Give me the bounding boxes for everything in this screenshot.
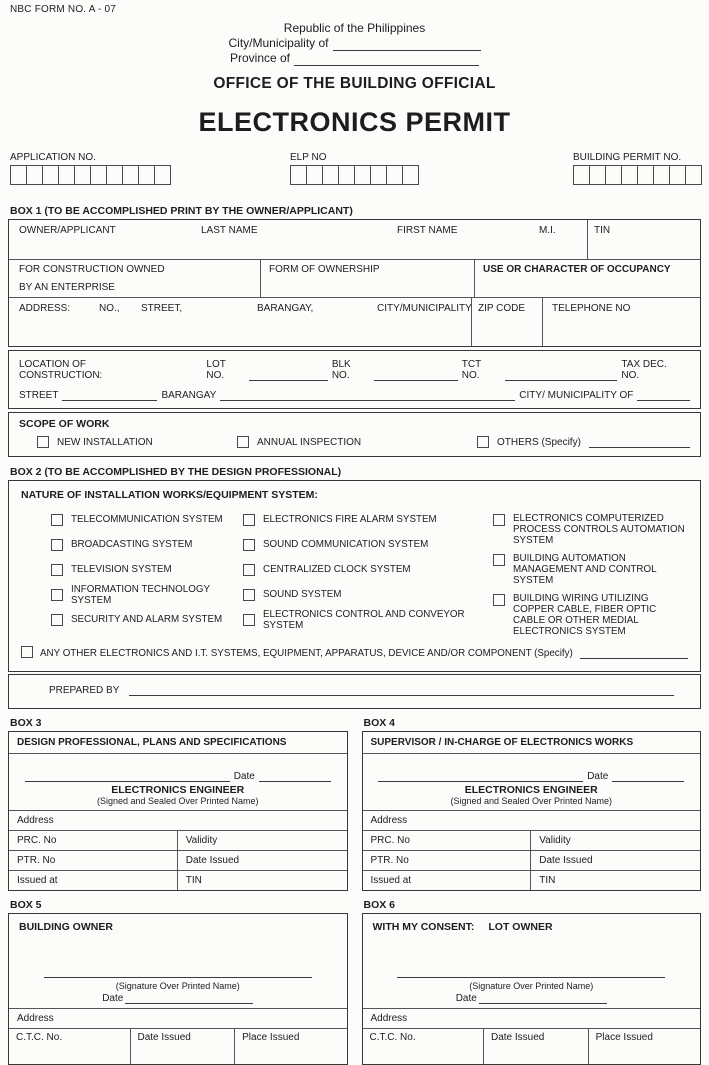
construction-owned-label-2: BY AN ENTERPRISE [19, 282, 115, 293]
box1-address-row[interactable] [9, 298, 700, 346]
box3-box4-row [8, 715, 701, 891]
checkbox-label: TELECOMMUNICATION SYSTEM [71, 514, 223, 525]
box2-heading: BOX 2 (TO BE ACCOMPLISHED BY THE DESIGN PROFESSIONAL) [10, 466, 342, 478]
checkbox-icon[interactable] [493, 514, 505, 526]
nature-column-3 [493, 513, 688, 644]
checkbox-icon[interactable] [243, 514, 255, 526]
address-street-label: STREET, [141, 303, 183, 314]
checkbox-icon[interactable] [21, 646, 33, 658]
last-name-label: LAST NAME [201, 225, 258, 236]
checkbox-label: ANY OTHER ELECTRONICS AND I.T. SYSTEMS, EQUIPMENT, APPARATUS, DEVICE AND/OR COMPONENT (Specify) [40, 648, 573, 659]
street-label: STREET [19, 390, 59, 401]
elp-no-cell[interactable] [338, 165, 355, 185]
box6-place-issued-cell[interactable] [589, 1029, 700, 1064]
blk-no-label: BLK NO. [331, 359, 351, 381]
checkbox-label: SOUND COMMUNICATION SYSTEM [263, 539, 429, 550]
checkbox-label: BROADCASTING SYSTEM [71, 539, 193, 550]
box3-column [8, 715, 348, 891]
city-municipality-of-label: CITY/ MUNICIPALITY OF [519, 390, 634, 401]
permit-numbers-row [0, 152, 709, 196]
checkbox-building-automation-management[interactable] [493, 553, 688, 586]
box4-issued-at-cell[interactable] [363, 871, 532, 890]
box6-ctc-label: C.T.C. No. [369, 1032, 416, 1043]
box6-signature-note: (Signature Over Printed Name) [469, 981, 594, 991]
nature-heading: NATURE OF INSTALLATION WORKS/EQUIPMENT SYSTEM: [21, 489, 318, 501]
form-number: NBC FORM NO. A - 07 [10, 4, 117, 15]
box5-signature-area [9, 966, 347, 1008]
elp-no-cell[interactable] [354, 165, 371, 185]
box6-label: BOX 6 [363, 899, 396, 911]
box3-prc-cell[interactable] [9, 831, 178, 850]
elp-no-cells [290, 165, 418, 185]
box4-signature-area [363, 754, 701, 810]
box6-date-issued-cell[interactable] [484, 1029, 589, 1064]
checkbox-label: ELECTRONICS CONTROL AND CONVEYOR SYSTEM [263, 608, 465, 631]
box3-tin-cell[interactable] [178, 871, 347, 890]
box6-address-label: Address [370, 1013, 408, 1024]
box3-date-issued-label: Date Issued [185, 855, 240, 866]
checkbox-icon[interactable] [237, 436, 249, 448]
box5-title: BUILDING OWNER [19, 921, 113, 933]
elp-no-cell[interactable] [370, 165, 387, 185]
construction-owned-label-1: FOR CONSTRUCTION OWNED [19, 264, 165, 275]
use-occupancy-label: USE OR CHARACTER OF OCCUPANCY [483, 264, 671, 275]
box4-validity-cell[interactable] [531, 831, 700, 850]
scope-of-work-box [8, 412, 701, 457]
box4-tin-label: TIN [539, 875, 556, 886]
tct-no-input[interactable] [505, 369, 618, 381]
application-no-cell[interactable] [58, 165, 75, 185]
box4-signature-input[interactable] [378, 770, 583, 782]
box4-date-label: Date [587, 771, 609, 782]
checkbox-any-other-electronics-it-systems[interactable] [21, 646, 688, 659]
application-no-cell[interactable] [138, 165, 155, 185]
box1-heading: BOX 1 (TO BE ACCOMPLISHED PRINT BY THE OWNER/APPLICANT) [10, 205, 353, 217]
box6-place-issued-label: Place Issued [595, 1032, 653, 1043]
building-permit-no-cell[interactable] [573, 165, 590, 185]
elp-no-cell[interactable] [306, 165, 323, 185]
box3-tin-label: TIN [185, 875, 202, 886]
box1-ownership-row [9, 260, 700, 298]
elp-no-cell[interactable] [322, 165, 339, 185]
box4-prc-label: PRC. No [370, 835, 410, 846]
box5-date-label: Date [102, 993, 124, 1004]
box3-prc-label: PRC. No [17, 835, 57, 846]
checkbox-icon[interactable] [477, 436, 489, 448]
box3-ptr-cell[interactable] [9, 851, 178, 870]
application-no-cell[interactable] [10, 165, 27, 185]
scope-option-label: ANNUAL INSPECTION [257, 436, 362, 448]
box4-title: SUPERVISOR / IN-CHARGE OF ELECTRONICS WORKS [363, 732, 701, 754]
box3-title: DESIGN PROFESSIONAL, PLANS AND SPECIFICATIONS [9, 732, 347, 754]
scope-of-work-heading: SCOPE OF WORK [19, 418, 110, 430]
application-no-group [10, 152, 170, 185]
location-of-construction-box [8, 350, 701, 409]
box6-date-input[interactable] [479, 992, 607, 1004]
checkbox-sound-communication-system[interactable] [243, 538, 493, 551]
elp-no-cell[interactable] [386, 165, 403, 185]
checkbox-electronics-control-conveyor-system[interactable] [243, 608, 493, 631]
box6-date-label: Date [455, 993, 477, 1004]
checkbox-label: BUILDING AUTOMATION MANAGEMENT AND CONTROL SYSTEM [513, 553, 657, 586]
prepared-by-input[interactable] [129, 684, 674, 696]
box6-address-cell[interactable] [363, 1008, 701, 1028]
checkbox-icon[interactable] [243, 589, 255, 601]
nature-column-2 [243, 513, 493, 644]
building-permit-no-cell[interactable] [605, 165, 622, 185]
page-title: ELECTRONICS PERMIT [198, 107, 511, 137]
box5-signature-note: (Signature Over Printed Name) [115, 981, 240, 991]
box6-signature-input[interactable] [397, 966, 665, 978]
location-heading: LOCATION OF CONSTRUCTION: [19, 359, 103, 381]
checkbox-electronics-fire-alarm-system[interactable] [243, 513, 493, 526]
address-label: ADDRESS: [19, 303, 71, 314]
nature-column-1 [51, 513, 243, 644]
checkbox-label: SECURITY AND ALARM SYSTEM [71, 614, 223, 625]
box5-column [8, 897, 348, 1065]
checkbox-label: INFORMATION TECHNOLOGY SYSTEM [71, 583, 210, 606]
checkbox-icon[interactable] [243, 539, 255, 551]
address-barangay-label: BARANGAY, [257, 303, 314, 314]
box1-name-row[interactable] [9, 220, 700, 260]
scope-option-label: NEW INSTALLATION [57, 436, 153, 448]
republic-line: Republic of the Philippines [283, 21, 426, 35]
form-of-ownership-label: FORM OF OWNERSHIP [269, 264, 380, 275]
city-municipality-label: City/Municipality of [228, 36, 329, 50]
checkbox-label: TELEVISION SYSTEM [71, 564, 172, 575]
checkbox-broadcasting-system[interactable] [51, 538, 243, 551]
application-no-cells [10, 165, 170, 185]
application-no-cell[interactable] [122, 165, 139, 185]
box3-address-cell[interactable] [9, 810, 347, 830]
prepared-by-box [8, 674, 701, 709]
building-permit-no-cell[interactable] [669, 165, 686, 185]
box6-ctc-cell[interactable] [363, 1029, 485, 1064]
checkbox-building-wiring-copper-fiber[interactable] [493, 593, 688, 637]
checkbox-label: BUILDING WIRING UTILIZING COPPER CABLE, FIBER OPTIC CABLE OR OTHER MEDIAL ELECTRONICS SYSTEM [513, 593, 657, 637]
box5-date-issued-label: Date Issued [137, 1032, 191, 1043]
box3-signature-input[interactable] [25, 770, 230, 782]
scope-option-annual-inspection[interactable] [237, 436, 477, 448]
box4-issued-at-label: Issued at [370, 875, 412, 886]
box3-validity-label: Validity [185, 835, 218, 846]
address-no-label: NO., [99, 303, 120, 314]
box5-table [8, 913, 348, 1065]
box4-date-issued-label: Date Issued [539, 855, 593, 866]
box4-ptr-label: PTR. No [370, 855, 409, 866]
building-permit-no-cell[interactable] [637, 165, 654, 185]
checkbox-label: ELECTRONICS COMPUTERIZED PROCESS CONTROLS AUTOMATION SYSTEM [513, 513, 685, 546]
tin-cell[interactable] [587, 220, 700, 259]
checkbox-icon[interactable] [493, 594, 505, 606]
office-title: OFFICE OF THE BUILDING OFFICIAL [213, 75, 496, 92]
box4-tin-cell[interactable] [531, 871, 700, 890]
province-input[interactable] [294, 54, 479, 66]
elp-no-cell[interactable] [402, 165, 419, 185]
building-permit-no-label: BUILDING PERMIT NO. [573, 152, 682, 163]
box3-signature-area [9, 754, 347, 810]
box6-consent-label: WITH MY CONSENT: [372, 921, 475, 933]
box5-date-issued-cell[interactable] [131, 1029, 236, 1064]
box5-address-cell[interactable] [9, 1008, 347, 1028]
box4-validity-label: Validity [539, 835, 571, 846]
lot-no-label: LOT NO. [206, 359, 226, 381]
scope-option-others[interactable] [477, 436, 690, 448]
checkbox-electronics-computerized-process[interactable] [493, 513, 688, 546]
barangay-input[interactable] [220, 389, 515, 401]
application-no-cell[interactable] [74, 165, 91, 185]
box3-issued-at-cell[interactable] [9, 871, 178, 890]
any-other-specify-input[interactable] [580, 647, 688, 659]
scope-option-label: OTHERS (Specify) [497, 436, 581, 448]
box6-title: LOT OWNER [488, 921, 553, 933]
box4-date-input[interactable] [612, 770, 684, 782]
building-permit-no-cell[interactable] [589, 165, 606, 185]
box3-label: BOX 3 [10, 717, 42, 729]
box3-ptr-label: PTR. No [17, 855, 56, 866]
box5-address-label: Address [17, 1013, 54, 1024]
city-municipality-input[interactable] [333, 39, 481, 51]
box6-date-issued-label: Date Issued [491, 1032, 545, 1043]
checkbox-centralized-clock-system[interactable] [243, 563, 493, 576]
checkbox-icon[interactable] [51, 514, 63, 526]
box3-signed-note: (Signed and Sealed Over Printed Name) [96, 796, 259, 806]
box4-signed-note: (Signed and Sealed Over Printed Name) [450, 796, 613, 806]
elp-no-cell[interactable] [290, 165, 307, 185]
checkbox-information-technology-system[interactable] [51, 583, 243, 606]
tax-dec-no-label: TAX DEC. NO. [621, 359, 667, 381]
construction-owned-cell[interactable] [9, 260, 261, 297]
address-city-label: CITY/MUNICIPALITY [377, 303, 472, 314]
checkbox-icon[interactable] [37, 436, 49, 448]
checkbox-label: CENTRALIZED CLOCK SYSTEM [263, 564, 411, 575]
prepared-by-label: PREPARED BY [49, 685, 120, 696]
box5-box6-row [8, 897, 701, 1065]
checkbox-icon[interactable] [51, 564, 63, 576]
tct-no-label: TCT NO. [461, 359, 481, 381]
use-occupancy-cell[interactable] [475, 260, 700, 297]
street-input[interactable] [62, 389, 157, 401]
zip-code-label: ZIP CODE [478, 303, 526, 314]
box4-column [362, 715, 702, 891]
lot-no-input[interactable] [249, 369, 327, 381]
box3-validity-cell[interactable] [178, 831, 347, 850]
box3-issued-at-label: Issued at [17, 875, 58, 886]
checkbox-icon[interactable] [493, 554, 505, 566]
box3-date-input[interactable] [259, 770, 331, 782]
building-permit-no-cell[interactable] [621, 165, 638, 185]
box4-table [362, 731, 702, 891]
box1-table [8, 219, 701, 347]
scope-option-new-installation[interactable] [37, 436, 237, 448]
box6-column [362, 897, 702, 1065]
application-no-cell[interactable] [90, 165, 107, 185]
city-municipality-of-input[interactable] [637, 389, 690, 401]
checkbox-television-system[interactable] [51, 563, 243, 576]
box4-engineer-label: ELECTRONICS ENGINEER [464, 784, 598, 796]
building-permit-no-cell[interactable] [685, 165, 702, 185]
checkbox-telecommunication-system[interactable] [51, 513, 243, 526]
box4-label: BOX 4 [363, 717, 396, 729]
application-no-cell[interactable] [42, 165, 59, 185]
box3-date-label: Date [233, 771, 255, 782]
building-permit-no-cells [573, 165, 701, 185]
zip-code-cell[interactable] [471, 298, 543, 346]
telephone-label: TELEPHONE NO [552, 303, 631, 314]
building-permit-no-cell[interactable] [653, 165, 670, 185]
checkbox-icon[interactable] [243, 564, 255, 576]
application-no-cell[interactable] [26, 165, 43, 185]
box5-place-issued-cell[interactable] [235, 1029, 346, 1064]
form-header [0, 21, 709, 66]
checkbox-icon[interactable] [243, 614, 255, 626]
first-name-label: FIRST NAME [397, 225, 458, 236]
elp-no-group [290, 152, 418, 185]
checkbox-security-and-alarm-system[interactable] [51, 613, 243, 626]
box3-address-label: Address [17, 815, 54, 826]
box3-table [8, 731, 348, 891]
application-no-cell[interactable] [106, 165, 123, 185]
box4-address-label: Address [370, 815, 408, 826]
checkbox-icon[interactable] [51, 614, 63, 626]
box6-table [362, 913, 702, 1065]
elp-no-label: ELP NO [290, 152, 327, 163]
checkbox-sound-system[interactable] [243, 588, 493, 601]
application-no-cell[interactable] [154, 165, 171, 185]
box4-prc-cell[interactable] [363, 831, 532, 850]
building-permit-no-group [573, 152, 701, 185]
checkbox-label: ELECTRONICS FIRE ALARM SYSTEM [263, 514, 437, 525]
box4-address-cell[interactable] [363, 810, 701, 830]
box3-engineer-label: ELECTRONICS ENGINEER [111, 784, 245, 796]
box5-label: BOX 5 [10, 899, 42, 911]
barangay-label: BARANGAY [161, 390, 217, 401]
checkbox-icon[interactable] [51, 589, 63, 601]
scope-others-specify-input[interactable] [589, 436, 690, 448]
box2-nature-box [8, 480, 701, 672]
box4-ptr-cell[interactable] [363, 851, 532, 870]
owner-applicant-label: OWNER/APPLICANT [19, 225, 116, 236]
box5-ctc-label: C.T.C. No. [16, 1032, 63, 1043]
box4-date-issued-cell[interactable] [531, 851, 700, 870]
box6-signature-area [363, 966, 701, 1008]
box5-signature-input[interactable] [44, 966, 312, 978]
box5-ctc-cell[interactable] [9, 1029, 131, 1064]
box3-date-issued-cell[interactable] [178, 851, 347, 870]
middle-initial-label: M.I. [539, 225, 556, 236]
form-of-ownership-cell[interactable] [261, 260, 475, 297]
application-no-label: APPLICATION NO. [10, 152, 96, 163]
box5-date-input[interactable] [125, 992, 253, 1004]
box5-place-issued-label: Place Issued [242, 1032, 300, 1043]
tin-label: TIN [594, 225, 611, 236]
checkbox-label: SOUND SYSTEM [263, 589, 342, 600]
province-label: Province of [229, 51, 291, 65]
checkbox-icon[interactable] [51, 539, 63, 551]
blk-no-input[interactable] [374, 369, 457, 381]
